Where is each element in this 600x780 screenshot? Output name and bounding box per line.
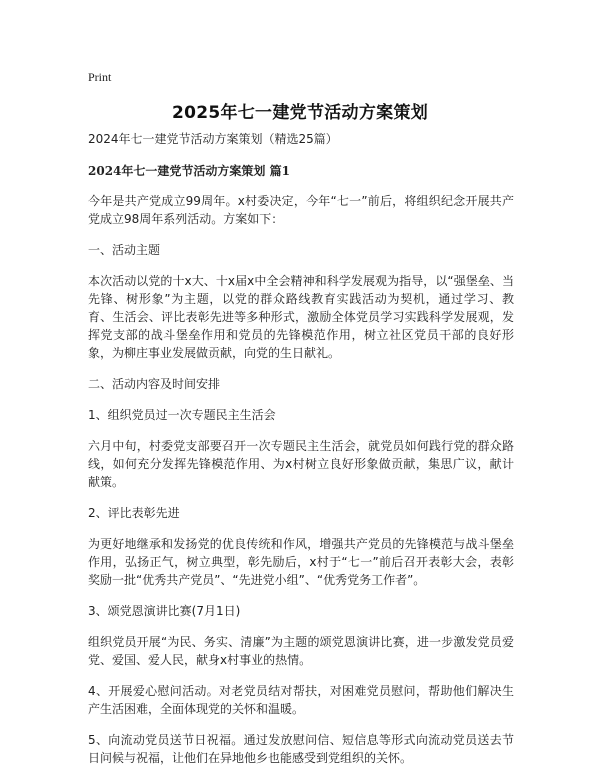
heading-theme: 一、活动主题 <box>88 243 161 257</box>
paragraph-item-2: 为更好地继承和发扬党的优良传统和作风，增强共产党员的先锋模范与战斗堡垒作用，弘扬正气，树立典型，彰先励后，x村于“七一”前后召开表彰大会，表彰奖励一批“优秀共产党员”、“先进党小组”、“优秀党务工作者”。 <box>88 537 514 587</box>
paragraph-item-3: 组织党员开展“为民、务实、清廉”为主题的颂党恩演讲比赛，进一步激发党员爱党、爱国、爱人民，献身x村事业的热情。 <box>88 635 514 667</box>
print-link[interactable]: Print <box>88 70 112 84</box>
section-title: 2024年七一建党节活动方案策划 篇1 <box>88 164 290 178</box>
paragraph-item-5: 5、向流动党员送节日祝福。通过发放慰问信、短信息等形式向流动党员送去节日问候与祝福，让他们在异地他乡也能感受到党组织的关怀。 <box>88 733 514 765</box>
paragraph-intro: 今年是共产党成立99周年。x村委决定，今年“七一”前后，将组织纪念开展共产党成立98周年系列活动。方案如下： <box>88 194 514 226</box>
document-title: 2025年七一建党节活动方案策划 <box>171 103 429 123</box>
paragraph-theme: 本次活动以党的十x大、十x届x中全会精神和科学发展观为指导，以“强堡垒、当先锋、树形象”为主题，以党的群众路线教育实践活动为契机，通过学习、教育、生活会、评比表彰先进等多种形式，激励全体党员学习实践科学发展观，发挥党支部的战斗堡垒作用和党员的先锋模范作用，树立社区党员干部的良好形象，为柳庄事业发展做贡献，向党的生日献礼。 <box>88 274 514 360</box>
heading-item-3: 3、颂党恩演讲比赛(7月1日) <box>88 604 241 618</box>
paragraph-item-1: 六月中旬，村委党支部要召开一次专题民主生活会，就党员如何践行党的群众路线，如何充分发挥先锋模范作用、为x村树立良好形象做贡献，集思广议，献计献策。 <box>88 439 514 489</box>
heading-item-1: 1、组织党员过一次专题民主生活会 <box>88 408 276 422</box>
paragraph-item-4: 4、开展爱心慰问活动。对老党员结对帮扶，对困难党员慰问，帮助他们解决生产生活困难，全面体现党的关怀和温暖。 <box>88 684 514 716</box>
heading-content-schedule: 二、活动内容及时间安排 <box>88 377 221 391</box>
heading-item-2: 2、评比表彰先进 <box>88 506 180 520</box>
document-subtitle: 2024年七一建党节活动方案策划（精选25篇） <box>88 132 338 146</box>
document-body <box>88 130 514 780</box>
